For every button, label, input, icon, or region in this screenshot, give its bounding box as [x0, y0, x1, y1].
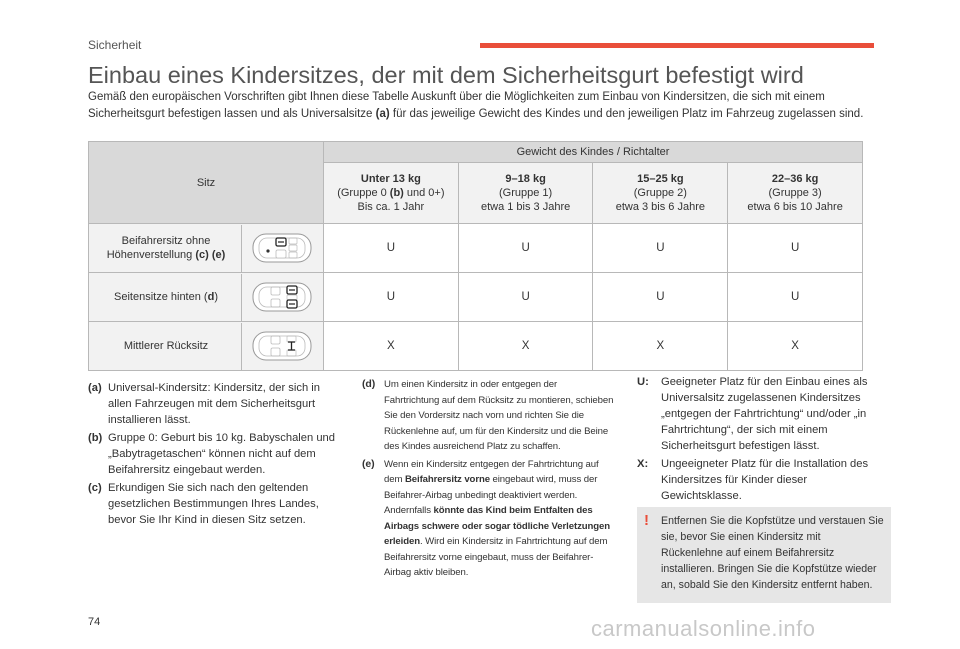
legend-text: Ungeeigneter Platz für die Installation des Kindersitzes für Kinder dieser Gewichtsklasse. — [661, 458, 869, 502]
table-cell-u: U — [728, 224, 863, 273]
group-line2: (Gruppe 0 — [337, 187, 390, 199]
legend-key: X: — [637, 458, 649, 470]
group-age: Bis ca. 1 Jahr — [357, 201, 425, 213]
note-b — [88, 430, 338, 478]
table-cell-u: U — [458, 273, 593, 322]
table-row — [89, 224, 863, 273]
table-cell-x: X — [458, 322, 593, 371]
group-title: 9–18 kg — [505, 173, 546, 185]
page-title: Einbau eines Kindersitzes, der mit dem Sicherheitsgurt befestigt wird — [88, 62, 804, 88]
note-key: (b) — [88, 432, 103, 444]
seat-name-refs: (c) (e) — [195, 249, 226, 261]
weight-header: Gewicht des Kindes / Richtalter — [323, 142, 862, 163]
table-cell-u: U — [323, 273, 458, 322]
legend — [637, 374, 891, 506]
note-key: (c) — [88, 482, 102, 494]
table-cell-u: U — [728, 273, 863, 322]
group-age: etwa 1 bis 3 Jahre — [480, 201, 571, 213]
page-number: 74 — [88, 616, 101, 628]
group-title: 15–25 kg — [637, 173, 684, 185]
warning-text: Entfernen Sie die Kopfstütze und verstauen Sie sie, bevor Sie einen Kindersitz mit Rückenlehne auf einem Beifahrersitz installieren. Bringen Sie die Kopfstütze wieder an, sobald Sie den Kindersitz entfernt haben. — [661, 515, 884, 591]
seat-name — [89, 234, 239, 262]
section-label: Sicherheit — [88, 38, 142, 52]
warning-box — [637, 507, 891, 603]
group-age: etwa 6 bis 10 Jahre — [747, 201, 843, 213]
note-e — [362, 457, 614, 581]
child-seat-table — [88, 141, 863, 371]
note-text: Erkundigen Sie sich nach den geltenden gesetzlichen Bestimmungen Ihres Landes, bevor Sie Ihr Kind in diesen Sitz setzen. — [108, 482, 319, 526]
table-cell-u: U — [458, 224, 593, 273]
group-line2: (Gruppe 2) — [633, 187, 687, 199]
table-cell-x: X — [323, 322, 458, 371]
group-line2-end: und 0+) — [403, 187, 445, 199]
group-line2: (Gruppe 3) — [768, 187, 822, 199]
note-e-5: . Wird ein Kindersitz in Fahrtrichtung auf dem Beifahrersitz vorne eingebaut, muss der Beifahrer-Airbag aktiv bleiben. — [384, 536, 608, 578]
legend-x — [637, 456, 891, 504]
warning-icon: ! — [644, 512, 649, 529]
seat-cell — [89, 273, 324, 322]
note-a — [88, 380, 338, 428]
watermark: carmanualsonline.info — [591, 616, 816, 641]
table-cell-u: U — [593, 224, 728, 273]
note-text: Universal-Kindersitz: Kindersitz, der sich in allen Fahrzeugen mit dem Sicherheitsgurt installieren lässt. — [108, 382, 321, 426]
table-cell-u: U — [323, 224, 458, 273]
group-title: 22–36 kg — [771, 173, 819, 185]
note-e-2: Beifahrersitz vorne — [404, 474, 490, 485]
group-header-2 — [593, 163, 728, 224]
seat-name-line2: Höhenverstellung — [106, 249, 196, 261]
intro-text-1: Gemäß den europäischen Vorschriften gibt Ihnen diese Tabelle Auskunft über die Möglichkeiten zum Einbau von Kindersitzen, die sich mit einem Sicherheitsgurt befestigen lassen und als Universalsitze — [88, 91, 825, 120]
note-d — [362, 377, 614, 455]
notes-left — [88, 380, 338, 530]
seat-cell — [89, 322, 324, 371]
group-header-3 — [728, 163, 863, 224]
table-row — [89, 273, 863, 322]
group-age: etwa 3 bis 6 Jahre — [615, 201, 705, 213]
note-e-4: könnte das Kind beim Entfalten des Airbags schwere oder sogar tödliche Verletzungen erleiden — [384, 505, 611, 547]
intro-paragraph — [88, 89, 878, 123]
note-e-1: Wenn ein Kindersitz entgegen der Fahrtrichtung auf dem — [384, 458, 599, 485]
seat-name-ref-d: d — [207, 291, 215, 303]
table-row — [89, 322, 863, 371]
notes-middle — [362, 377, 614, 583]
seat-name-line1: Beifahrersitz ohne — [121, 235, 211, 247]
note-c — [88, 480, 338, 528]
seat-name-part1: Seitensitze hinten ( — [114, 291, 208, 303]
legend-u — [637, 374, 891, 454]
accent-bar — [480, 43, 874, 48]
seat-column-header: Sitz — [89, 142, 324, 224]
note-key: (d) — [362, 378, 376, 390]
legend-key: U: — [637, 376, 649, 388]
note-text — [384, 457, 614, 581]
car-front-passenger-seat-icon — [241, 225, 323, 272]
seat-cell — [89, 224, 324, 273]
note-key: (a) — [88, 382, 102, 394]
group-title: Unter 13 kg — [360, 173, 421, 185]
intro-text-2: für das jeweilige Gewicht des Kindes und den jeweiligen Platz im Fahrzeug zugelassen sind. — [389, 108, 864, 120]
note-text: Gruppe 0: Geburt bis 10 kg. Babyschalen und „Babytragetaschen“ können nicht auf dem Beifahrersitz eingebaut werden. — [108, 432, 336, 476]
seat-name-part3: ) — [214, 291, 218, 303]
note-text: Um einen Kindersitz in oder entgegen der Fahrtrichtung auf dem Rücksitz zu montieren, schieben Sie den Vordersitz nach vorn und richten Sie die Rückenlehne auf, um für den Kindersitz und die Beine des Kindes ausreichend Platz zu schaffen. — [384, 379, 614, 452]
group-ref-b: (b) — [389, 187, 404, 199]
legend-text: Geeigneter Platz für den Einbau eines als Universalsitz zugelassenen Kindersitzes „entgegen der Fahrtrichtung“ und/oder „in Fahrtrichtung“, der sich mit einem Sicherheitsgurt befestigen lässt. — [661, 376, 868, 452]
note-key: (e) — [362, 457, 375, 470]
seat-name — [89, 290, 239, 304]
group-header-0 — [323, 163, 458, 224]
car-rear-side-seats-icon — [241, 274, 323, 321]
table-cell-u: U — [593, 273, 728, 322]
note-e-3: eingebaut wird, muss der Beifahrer-Airbag unbedingt deaktiviert werden. Andernfalls — [384, 474, 598, 516]
table-cell-x: X — [593, 322, 728, 371]
car-rear-middle-seat-icon — [241, 323, 323, 370]
table-cell-x: X — [728, 322, 863, 371]
group-line2: (Gruppe 1) — [499, 187, 553, 199]
intro-ref-a: (a) — [375, 108, 390, 120]
group-header-1 — [458, 163, 593, 224]
seat-name: Mittlerer Rücksitz — [123, 340, 209, 352]
